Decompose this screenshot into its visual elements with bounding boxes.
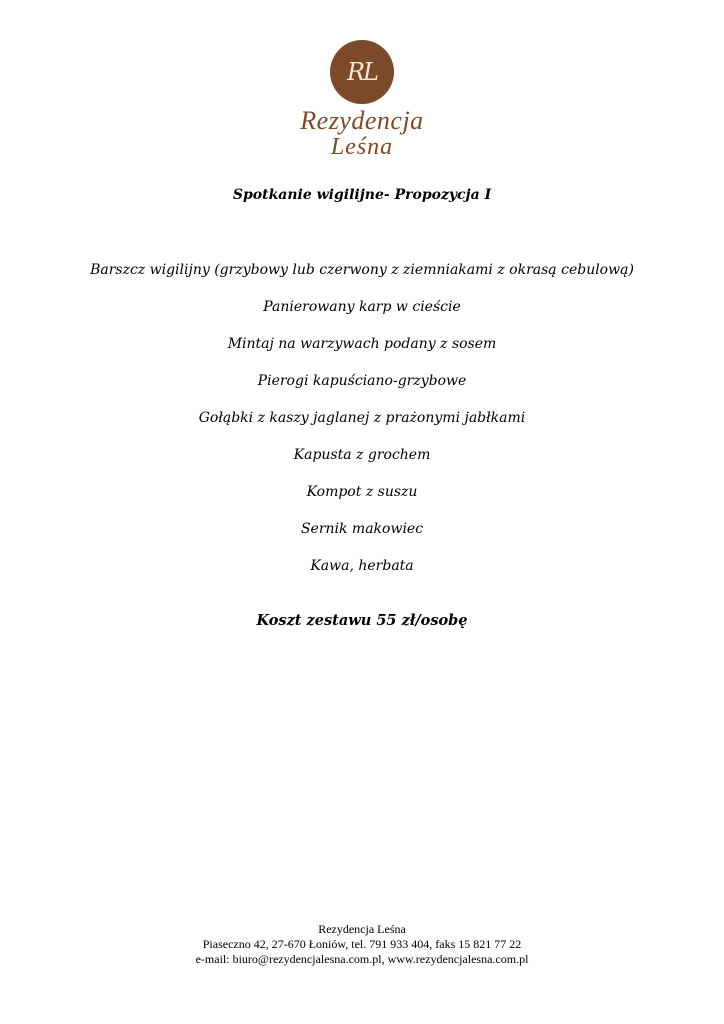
- footer-company-name: Rezydencja Leśna: [318, 922, 406, 936]
- menu-item: Kompot z suszu: [306, 484, 418, 500]
- menu-item: Gołąbki z kaszy jaglanej z prażonymi jabłkami: [198, 410, 526, 426]
- logo-monogram: RL: [346, 58, 377, 86]
- menu-item: Sernik makowiec: [300, 521, 424, 537]
- logo: [0, 40, 724, 165]
- logo-monogram-circle: [330, 40, 394, 104]
- price-line: Koszt zestawu 55 zł/osobę: [256, 612, 468, 629]
- menu-item: Barszcz wigilijny (grzybowy lub czerwony z ziemniakami z okrasą cebulową): [90, 262, 634, 278]
- logo-name-line1: Rezydencja: [300, 106, 424, 135]
- logo-name-line2: Leśna: [330, 134, 394, 160]
- footer-address: Piaseczno 42, 27-670 Łoniów, tel. 791 933 404, faks 15 821 77 22: [202, 937, 522, 951]
- footer: [0, 922, 724, 967]
- menu-item: Kawa, herbata: [310, 558, 414, 574]
- menu-list: [0, 260, 724, 593]
- logo-wordmark: [300, 108, 423, 160]
- footer-contact: e-mail: biuro@rezydencjalesna.com.pl, www.rezydencjalesna.com.pl: [195, 952, 529, 966]
- menu-item: Kapusta z grochem: [293, 447, 431, 463]
- menu-item: Panierowany karp w cieście: [263, 299, 461, 315]
- menu-item: Mintaj na warzywach podany z sosem: [227, 336, 497, 352]
- page-title: Spotkanie wigilijne- Propozycja I: [232, 187, 492, 203]
- menu-item: Pierogi kapuściano-grzybowe: [257, 373, 467, 389]
